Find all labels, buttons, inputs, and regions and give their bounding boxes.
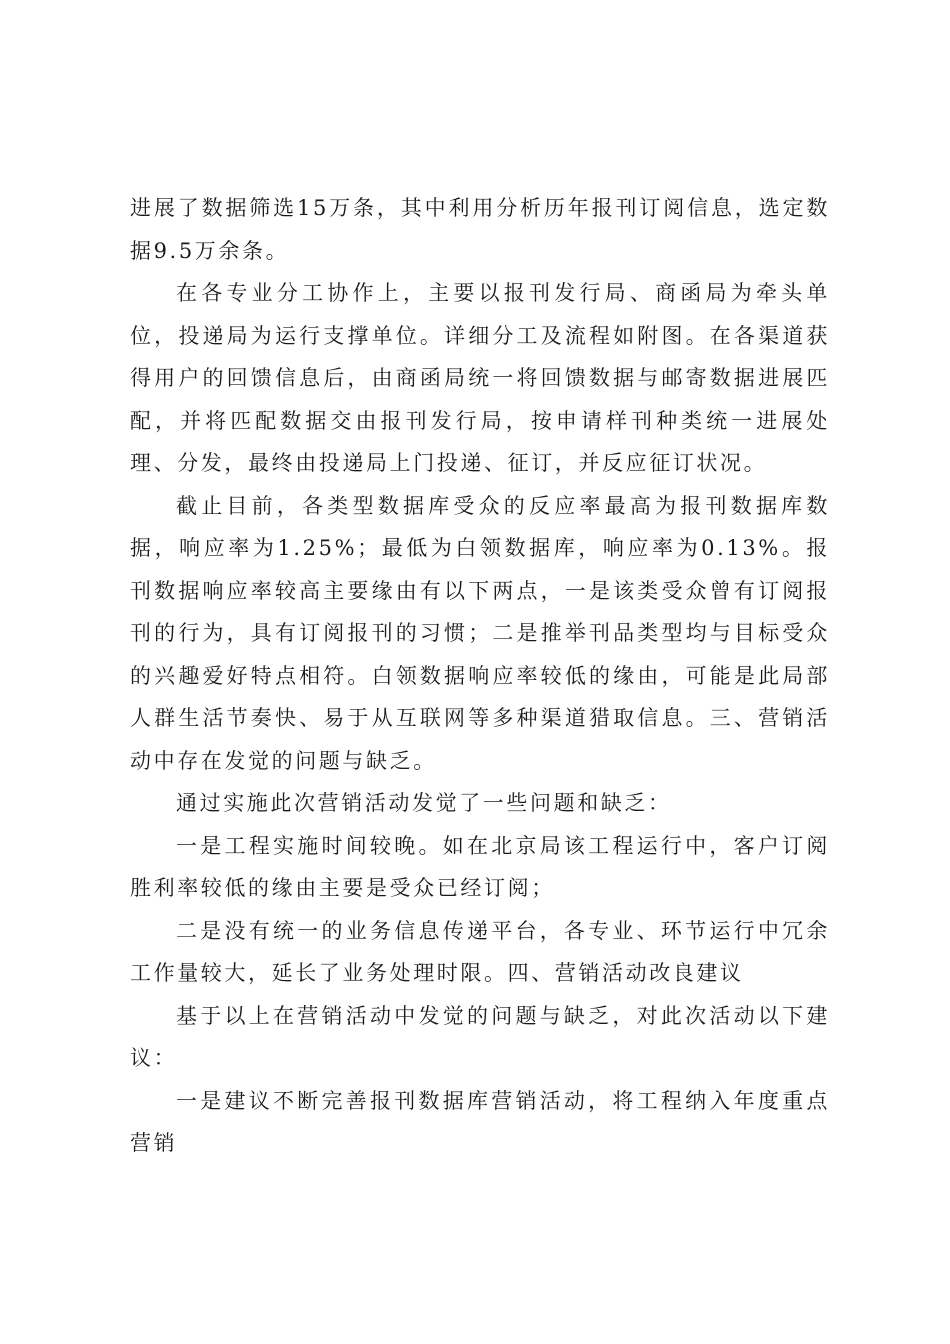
paragraph-8: 一是建议不断完善报刊数据库营销活动，将工程纳入年度重点营销 [130,1088,830,1155]
paragraph-3: 截止目前，各类型数据库受众的反应率最高为报刊数据库数据，响应率为1.25%；最低为白领数据库，响应率为0.13%。报刊数据响应率较高主要缘由有以下两点，一是该类受众曾有订阅报刊的行为，具有订阅报刊的习惯；二是推举刊品类型均与目标受众的兴趣爱好特点相符。白领数据响应率较低的缘由，可能是此局部人群生活节奏快、易于从互联网等多种渠道猎取信息。三、营销活动中存在发觉的问题与缺乏。 [130,493,830,773]
paragraph-5: 一是工程实施时间较晚。如在北京局该工程运行中，客户订阅胜利率较低的缘由主要是受众已经订阅； [130,833,830,900]
paragraph-1: 进展了数据筛选15万条，其中利用分析历年报刊订阅信息，选定数据9.5万余条。 [130,196,830,263]
document-body [130,187,830,1165]
paragraph-6: 二是没有统一的业务信息传递平台，各专业、环节运行中冗余工作量较大，延长了业务处理时限。四、营销活动改良建议 [130,918,830,985]
paragraph-2: 在各专业分工协作上，主要以报刊发行局、商函局为牵头单位，投递局为运行支撑单位。详细分工及流程如附图。在各渠道获得用户的回馈信息后，由商函局统一将回馈数据与邮寄数据进展匹配，并将匹配数据交由报刊发行局，按申请样刊种类统一进展处理、分发，最终由投递局上门投递、征订，并反应征订状况。 [130,281,830,475]
paragraph-4: 通过实施此次营销活动发觉了一些问题和缺乏： [176,791,672,815]
paragraph-7: 基于以上在营销活动中发觉的问题与缺乏，对此次活动以下建议： [130,1003,830,1070]
